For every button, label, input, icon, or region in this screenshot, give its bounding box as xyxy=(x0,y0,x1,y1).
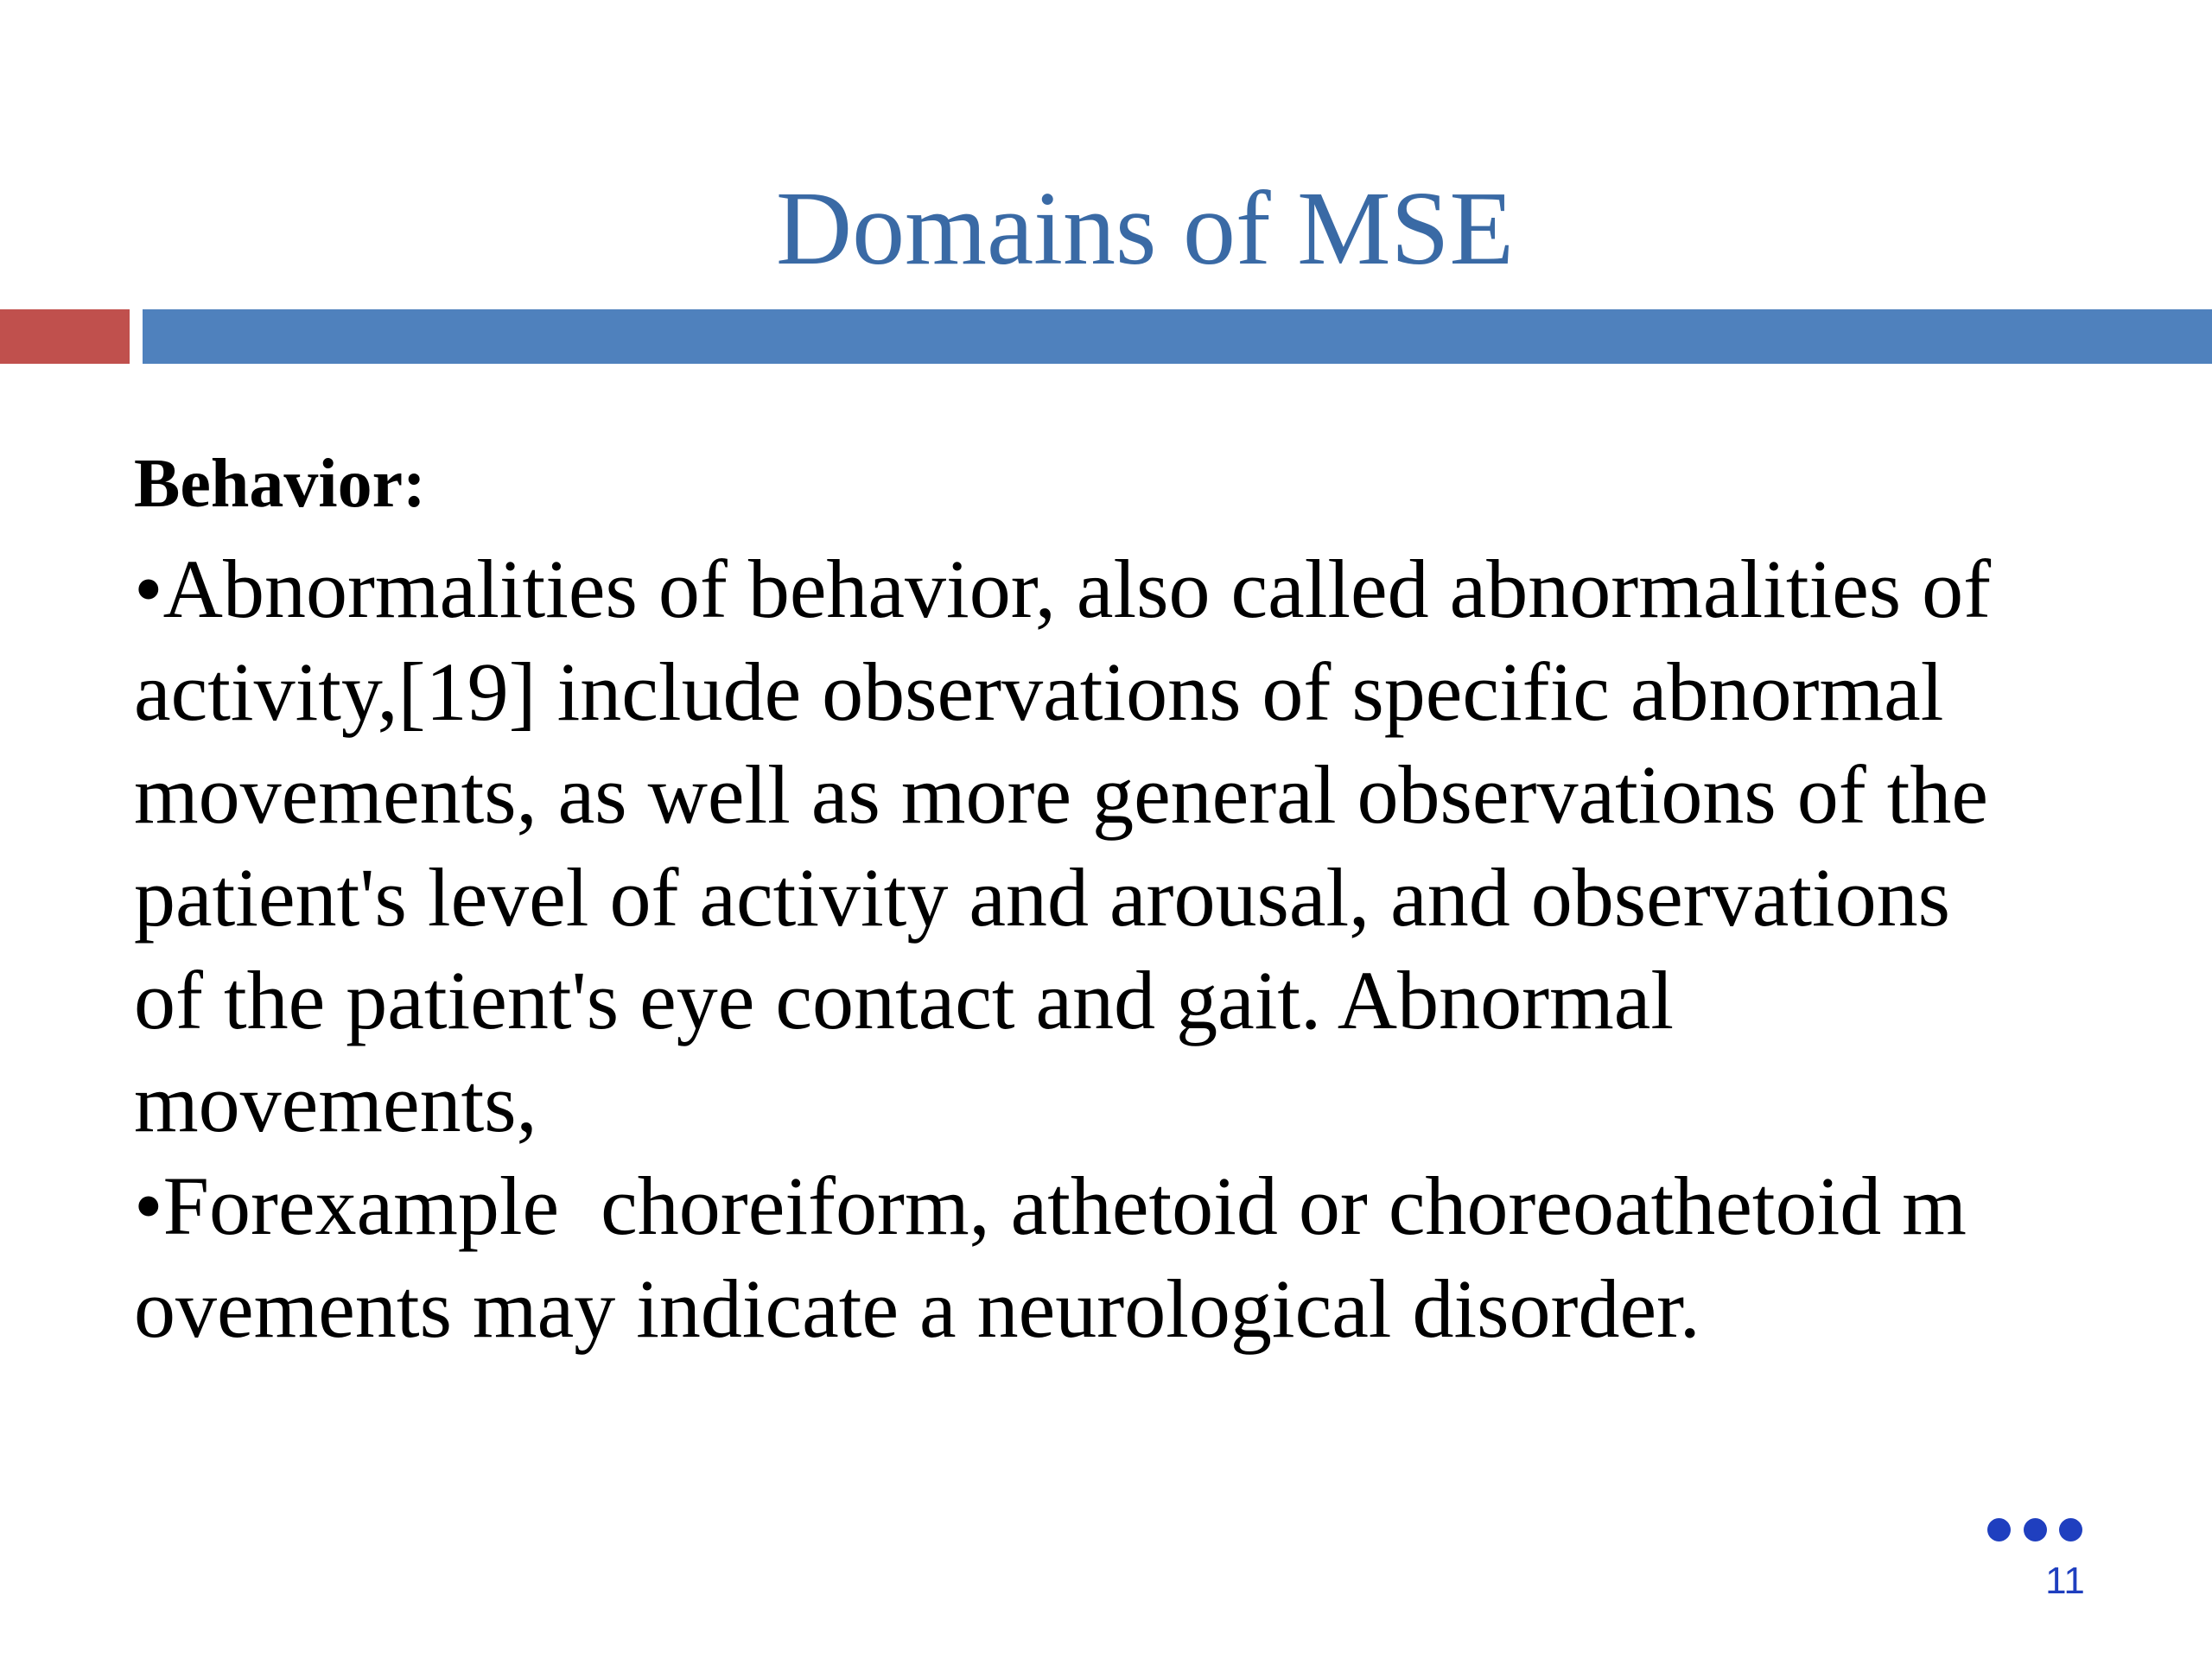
more-dots-icon[interactable] xyxy=(1987,1512,2082,1547)
page-number: 11 xyxy=(2045,1560,2085,1602)
title-accent-blue-bar xyxy=(143,309,2212,364)
bullet-paragraph-2: •Forexample choreiform, athetoid or choreoathetoid m ovements may indicate a neurological disorder. xyxy=(134,1160,1967,1355)
slide-body xyxy=(134,441,2147,1360)
slide-title: Domains of MSE xyxy=(776,170,1514,287)
dot-shape xyxy=(1987,1518,2011,1541)
section-heading: Behavior: xyxy=(134,446,426,522)
title-accent-red-bar xyxy=(0,309,130,364)
bullet-paragraph-1: •Abnormalities of behavior, also called abnormalities of activity,[19] include observations of specific abnormal movements, as well as more general observations of the patient's level of activity and arousal, and observations of the patient's eye contact and gait. Abnormal movements, xyxy=(134,543,1992,1149)
dot-shape xyxy=(2059,1518,2082,1541)
dot-shape xyxy=(2024,1518,2047,1541)
